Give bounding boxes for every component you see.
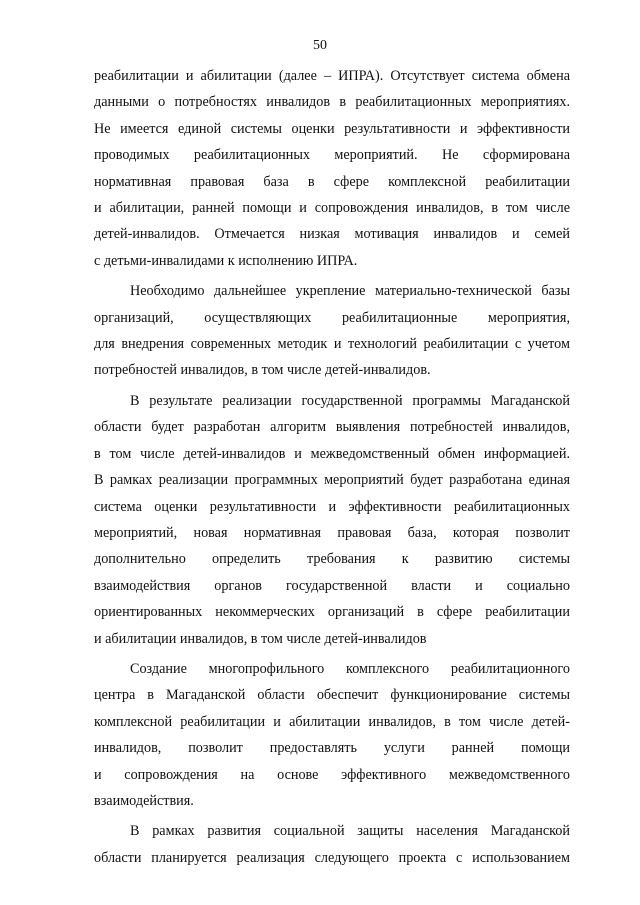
text-line: с детьми-инвалидами к исполнению ИПРА. <box>94 252 358 269</box>
text-line: организаций, осуществляющих реабилитационные мероприятия, <box>94 309 570 326</box>
text-line: и сопровождения на основе эффективного межведомственного <box>94 766 570 783</box>
paragraph-1 <box>94 63 570 274</box>
text-line: взаимодействия. <box>94 792 194 809</box>
text-line: области планируется реализация следующего проекта с использованием <box>94 849 570 866</box>
text-line: взаимодействия органов государственной власти и социально <box>94 577 570 594</box>
text-line: Не имеется единой системы оценки результативности и эффективности <box>94 120 570 137</box>
text-line: комплексной реабилитации и абилитации инвалидов, в том числе детей- <box>94 713 570 730</box>
text-line: и абилитации инвалидов, в том числе детей-инвалидов <box>94 630 427 647</box>
text-line: В рамках развития социальной защиты населения Магаданской <box>130 823 570 840</box>
text-line: Необходимо дальнейшее укрепление материально-технической базы <box>130 283 570 300</box>
text-line: реабилитации и абилитации (далее – ИПРА). Отсутствует система обмена <box>94 68 570 84</box>
text-line: система оценки результативности и эффективности реабилитационных <box>94 498 570 515</box>
text-line: для внедрения современных методик и технологий реабилитации с учетом <box>94 336 570 353</box>
text-line: дополнительно определить требования к развитию системы <box>94 551 570 568</box>
text-line: проводимых реабилитационных мероприятий. Не сформирована <box>94 147 570 164</box>
text-line: Создание многопрофильного комплексного реабилитационного <box>130 660 570 677</box>
paragraph-4 <box>94 656 570 814</box>
document-body <box>94 63 570 871</box>
page-number: 50 <box>313 38 327 53</box>
text-line: В результате реализации государственной программы Магаданской <box>130 392 570 409</box>
paragraph-5 <box>94 818 570 871</box>
text-line: В рамках реализации программных мероприятий будет разработана единая <box>94 472 570 489</box>
paragraph-2 <box>94 278 570 384</box>
text-line: нормативная правовая база в сфере комплексной реабилитации <box>94 173 570 190</box>
text-line: инвалидов, позволит предоставлять услуги ранней помощи <box>94 740 570 757</box>
text-line: детей-инвалидов. Отмечается низкая мотивация инвалидов и семей <box>94 226 570 243</box>
text-line: области будет разработан алгоритм выявления потребностей инвалидов, <box>94 419 570 436</box>
text-line: данными о потребностях инвалидов в реабилитационных мероприятиях. <box>94 94 570 111</box>
text-line: мероприятий, новая нормативная правовая база, которая позволит <box>94 524 570 541</box>
text-line: центра в Магаданской области обеспечит функционирование системы <box>94 687 570 704</box>
paragraph-3 <box>94 388 570 652</box>
text-line: в том числе детей-инвалидов и межведомственный обмен информацией. <box>94 445 570 462</box>
text-line: потребностей инвалидов, в том числе детей-инвалидов. <box>94 362 431 379</box>
text-line: и абилитации, ранней помощи и сопровождения инвалидов, в том числе <box>94 200 570 217</box>
text-line: ориентированных некоммерческих организаций в сфере реабилитации <box>94 604 570 621</box>
